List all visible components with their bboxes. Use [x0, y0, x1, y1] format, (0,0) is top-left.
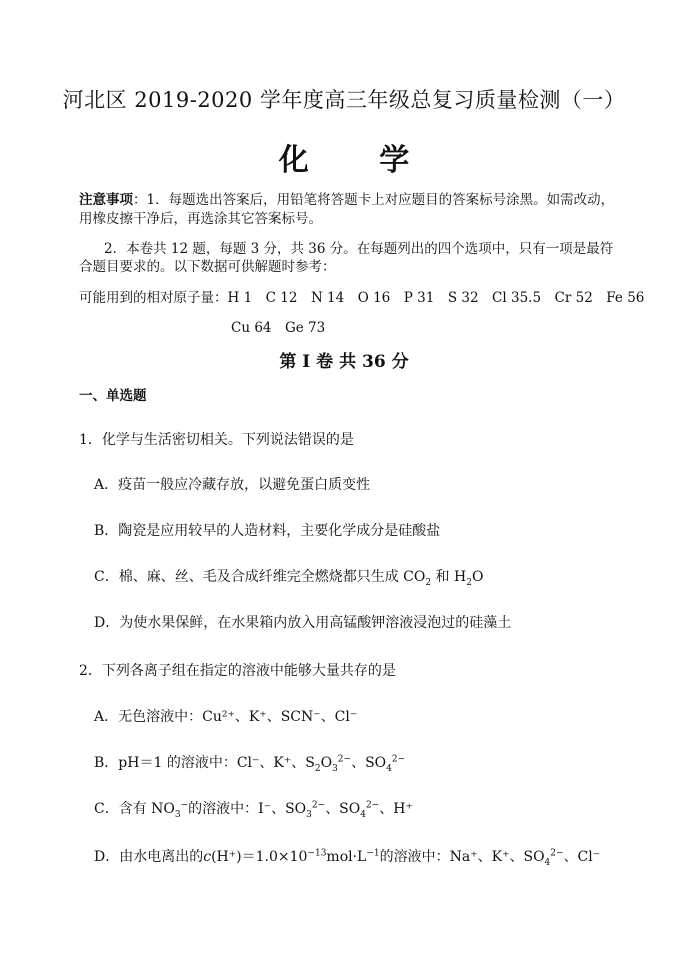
subject-title: 化 学	[278, 143, 440, 178]
q2-d-text-1: D．由水电离出的	[94, 849, 204, 865]
q2-d-sup-1: −13	[307, 848, 327, 859]
q2-c-sub-3: 4	[360, 809, 366, 820]
notice-line-3: 2．本卷共 12 题，每题 3 分，共 36 分。在每题列出的四个选项中，只有一项是最符	[104, 241, 614, 257]
q2-d-text-4: 、Cl⁻	[563, 849, 601, 865]
q2-c-sup-2: 2−	[311, 800, 326, 811]
q1-c-text-3: O	[471, 569, 484, 585]
question-type-heading: 一、单选题	[79, 388, 147, 404]
q2-c-text-4: 、H⁺	[379, 801, 413, 817]
q1-option-d: D．为使水果保鲜，在水果箱内放入用高锰酸钾溶液浸泡过的硅藻土	[94, 615, 512, 631]
atomic-masses-line-1: 可能用到的相对原子量：H 1 C 12 N 14 O 16 P 31 S 32 Cl 35.5 Cr 52 Fe 56	[79, 290, 645, 306]
exam-title: 河北区 2019-2020 学年度高三年级总复习质量检测（一）	[62, 88, 626, 112]
notice-line-4: 合题目要求的。以下数据可供解题时参考：	[79, 259, 336, 275]
q1-option-a: A．疫苗一般应冷藏存放，以避免蛋白质变性	[94, 477, 371, 493]
q2-c-sup-1: −	[180, 800, 189, 811]
q1-c-sub-1: 2	[425, 577, 432, 588]
q2-option-b	[94, 752, 405, 772]
q2-d-text-3: 的溶液中：Na⁺、K⁺、SO	[379, 849, 545, 865]
q2-b-text-3: 、SO	[351, 755, 387, 771]
q2-option-a: A．无色溶液中：Cu²⁺、K⁺、SCN⁻、Cl⁻	[94, 709, 358, 725]
q2-d-text-2: (H⁺)＝1.0×10	[211, 849, 308, 865]
q2-d-sub-3: 4	[544, 857, 551, 868]
q2-b-sub-3: 4	[386, 763, 392, 774]
q2-b-sub-2: 3	[332, 763, 338, 774]
q2-c-text-3: 、SO	[325, 801, 361, 817]
q2-d-sup-3: 2−	[550, 848, 564, 859]
notice-line-1	[79, 188, 614, 208]
q2-b-text-2: O	[320, 755, 333, 771]
q2-c-text-1: C．含有 NO	[94, 801, 175, 817]
notice-line-2: 用橡皮擦干净后，再选涂其它答案标号。	[79, 211, 322, 227]
q2-option-d	[94, 846, 600, 866]
section-title: 第 I 卷 共 36 分	[279, 352, 409, 372]
q2-b-sub-1: 2	[314, 763, 321, 774]
q2-option-c	[94, 798, 413, 818]
notice-label: 注意事项	[79, 192, 133, 208]
q2-d-italic-c: c	[203, 849, 212, 865]
q1-option-c	[94, 566, 483, 586]
q2-b-text-1: B．pH＝1 的溶液中：Cl⁻、K⁺、S	[94, 755, 315, 771]
q2-c-sub-2: 3	[306, 809, 312, 820]
q2-d-sup-2: −1	[366, 848, 380, 859]
q1-option-b: B．陶瓷是应用较早的人造材料，主要化学成分是硅酸盐	[94, 523, 441, 539]
q1-c-sub-2: 2	[466, 577, 472, 588]
q2-c-sub-1: 3	[174, 809, 181, 820]
q1-stem: 1．化学与生活密切相关。下列说法错误的是	[79, 432, 354, 448]
atomic-masses-line-2: Cu 64 Ge 73	[231, 320, 326, 336]
q2-d-unit: mol·L	[326, 849, 367, 865]
q2-b-sup-2: 2−	[337, 754, 352, 765]
q2-c-sup-3: 2−	[366, 800, 380, 811]
q1-c-text-1: C．棉、麻、丝、毛及合成纤维完全燃烧都只生成 CO	[94, 569, 426, 585]
q1-c-text-2: 和 H	[431, 569, 467, 585]
q2-c-text-2: 的溶液中：I⁻、SO	[188, 801, 307, 817]
notice-text-1: ：1．每题选出答案后，用铅笔将答题卡上对应题目的答案标号涂黑。如需改动，	[133, 192, 615, 208]
q2-b-sup-3: 2−	[391, 754, 406, 765]
q2-stem: 2．下列各离子组在指定的溶液中能够大量共存的是	[79, 663, 396, 679]
